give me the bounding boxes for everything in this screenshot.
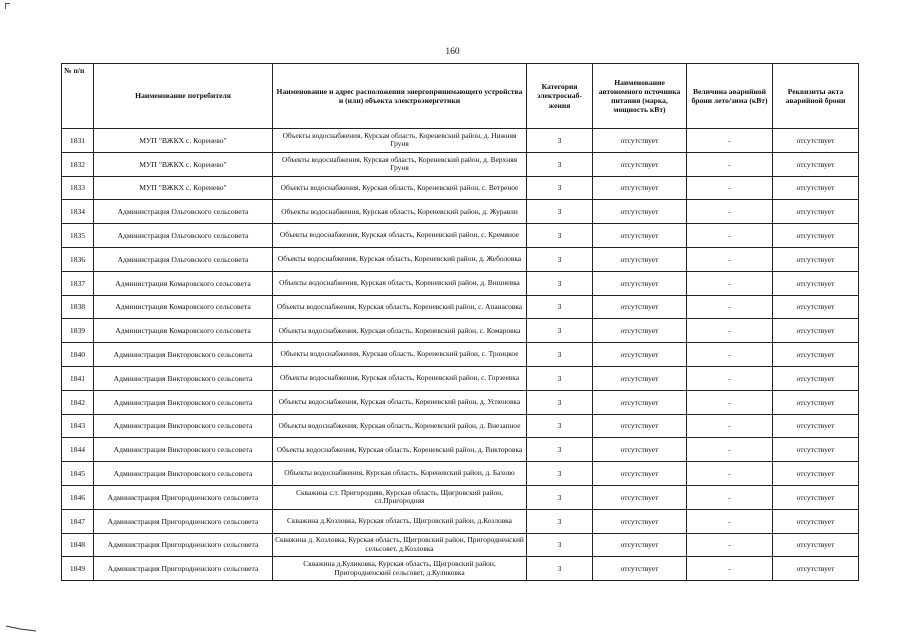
- cell-emergency-reserve: -: [687, 414, 773, 438]
- cell-number: 1831: [62, 129, 94, 153]
- cell-category: 3: [527, 462, 593, 486]
- cell-autonomous-source: отсутствует: [593, 152, 687, 176]
- table-row: [62, 176, 859, 200]
- cell-autonomous-source: отсутствует: [593, 319, 687, 343]
- table-row: [62, 462, 859, 486]
- cell-autonomous-source: отсутствует: [593, 533, 687, 557]
- cell-number: 1837: [62, 271, 94, 295]
- header-emergency-reserve: Величина аварийной брони лето/зима (кВт): [687, 64, 773, 129]
- cell-act-details: отсутствует: [773, 557, 859, 581]
- cell-object: Скважина с.т. Пригородняя, Курская область, Щигровский район, сл.Пригородняя: [273, 485, 527, 509]
- cell-consumer: Администрация Ольговского сельсовета: [94, 224, 273, 248]
- cell-object: Объекты водоснабжения, Курская область, Кореневский район, с. Апанасовка: [273, 295, 527, 319]
- cell-object: Объекты водоснабжения, Курская область, Кореневский район, с. Ветреное: [273, 176, 527, 200]
- cell-act-details: отсутствует: [773, 224, 859, 248]
- cell-consumer: Администрация Викторовского сельсовета: [94, 366, 273, 390]
- cell-consumer: Администрация Викторовского сельсовета: [94, 414, 273, 438]
- cell-consumer: Администрация Викторовского сельсовета: [94, 343, 273, 367]
- cell-act-details: отсутствует: [773, 390, 859, 414]
- cell-autonomous-source: отсутствует: [593, 271, 687, 295]
- cell-consumer: МУП "ВЖКХ с. Коренево": [94, 176, 273, 200]
- cell-category: 3: [527, 295, 593, 319]
- cell-act-details: отсутствует: [773, 271, 859, 295]
- table-header-row: [62, 64, 859, 129]
- table-row: [62, 319, 859, 343]
- table-row: [62, 557, 859, 581]
- cell-act-details: отсутствует: [773, 200, 859, 224]
- cell-object: Объекты водоснабжения, Курская область, Кореневский район, с. Комаровка: [273, 319, 527, 343]
- cell-object: Объекты водоснабжения, Курская область, Кореневский район, с. Кремяное: [273, 224, 527, 248]
- cell-emergency-reserve: -: [687, 462, 773, 486]
- cell-autonomous-source: отсутствует: [593, 247, 687, 271]
- cell-object: Объекты водоснабжения, Курская область, Кореневский район, д. Жеболовка: [273, 247, 527, 271]
- cell-consumer: Администрация Викторовского сельсовета: [94, 390, 273, 414]
- cell-emergency-reserve: -: [687, 295, 773, 319]
- header-number: № п/п: [62, 64, 94, 129]
- cell-category: 3: [527, 390, 593, 414]
- cell-autonomous-source: отсутствует: [593, 509, 687, 533]
- cell-act-details: отсутствует: [773, 533, 859, 557]
- table-body: [62, 129, 859, 581]
- cell-category: 3: [527, 247, 593, 271]
- cell-act-details: отсутствует: [773, 176, 859, 200]
- cell-category: 3: [527, 343, 593, 367]
- cell-object: Объекты водоснабжения, Курская область, Кореневский район, д. Журавли: [273, 200, 527, 224]
- cell-number: 1845: [62, 462, 94, 486]
- cell-autonomous-source: отсутствует: [593, 343, 687, 367]
- cell-emergency-reserve: -: [687, 247, 773, 271]
- cell-emergency-reserve: -: [687, 533, 773, 557]
- cell-act-details: отсутствует: [773, 129, 859, 153]
- cell-consumer: Администрация Ольговского сельсовета: [94, 247, 273, 271]
- cell-autonomous-source: отсутствует: [593, 414, 687, 438]
- cell-object: Объекты водоснабжения, Курская область, Кореневский район, д. Успеновка: [273, 390, 527, 414]
- table-row: [62, 438, 859, 462]
- page-number: 160: [445, 47, 460, 57]
- cell-act-details: отсутствует: [773, 509, 859, 533]
- backup-power-register-table: [61, 63, 859, 581]
- header-consumer: Наименование потребителя: [94, 64, 273, 129]
- cell-category: 3: [527, 414, 593, 438]
- cell-consumer: Администрация Ольговского сельсовета: [94, 200, 273, 224]
- cell-autonomous-source: отсутствует: [593, 176, 687, 200]
- cell-emergency-reserve: -: [687, 509, 773, 533]
- scan-mark-bottom: [6, 625, 36, 633]
- cell-consumer: Администрация Пригородненского сельсовета: [94, 533, 273, 557]
- cell-object: Объекты водоснабжения, Курская область, Кореневский район, с. Троицкое: [273, 343, 527, 367]
- table-row: [62, 295, 859, 319]
- cell-consumer: Администрация Комаровского сельсовета: [94, 319, 273, 343]
- cell-act-details: отсутствует: [773, 366, 859, 390]
- cell-emergency-reserve: -: [687, 343, 773, 367]
- cell-number: 1849: [62, 557, 94, 581]
- table-row: [62, 152, 859, 176]
- cell-number: 1847: [62, 509, 94, 533]
- header-autonomous-source: Наименование автономного источника питания (марка, мощность кВт): [593, 64, 687, 129]
- table-row: [62, 271, 859, 295]
- cell-autonomous-source: отсутствует: [593, 438, 687, 462]
- cell-number: 1838: [62, 295, 94, 319]
- cell-category: 3: [527, 533, 593, 557]
- cell-number: 1844: [62, 438, 94, 462]
- table-row: [62, 343, 859, 367]
- cell-number: 1841: [62, 366, 94, 390]
- cell-emergency-reserve: -: [687, 129, 773, 153]
- cell-autonomous-source: отсутствует: [593, 129, 687, 153]
- cell-emergency-reserve: -: [687, 557, 773, 581]
- cell-act-details: отсутствует: [773, 414, 859, 438]
- cell-act-details: отсутствует: [773, 343, 859, 367]
- cell-consumer: Администрация Пригородненского сельсовета: [94, 485, 273, 509]
- cell-autonomous-source: отсутствует: [593, 462, 687, 486]
- cell-object: Объекты водоснабжения, Курская область, Кореневский район, д. Вишневка: [273, 271, 527, 295]
- cell-autonomous-source: отсутствует: [593, 224, 687, 248]
- header-act-details: Реквизиты акта аварийной брони: [773, 64, 859, 129]
- cell-number: 1839: [62, 319, 94, 343]
- cell-category: 3: [527, 319, 593, 343]
- cell-category: 3: [527, 129, 593, 153]
- cell-consumer: Администрация Викторовского сельсовета: [94, 438, 273, 462]
- header-object: Наименование и адрес расположения энергопринимающего устройства и (или) объекта электроэнергетики: [273, 64, 527, 129]
- cell-object: Скважина д.Куликовка, Курская область, Щигровский район, Пригородненский сельсовет, д.Куликовка: [273, 557, 527, 581]
- table-row: [62, 224, 859, 248]
- table-row: [62, 485, 859, 509]
- cell-emergency-reserve: -: [687, 224, 773, 248]
- cell-object: Объекты водоснабжения, Курская область, Кореневский район, д. Внезапное: [273, 414, 527, 438]
- table-row: [62, 533, 859, 557]
- cell-number: 1834: [62, 200, 94, 224]
- cell-emergency-reserve: -: [687, 438, 773, 462]
- cell-object: Объекты водоснабжения, Курская область, Кореневский район, с. Горзеевка: [273, 366, 527, 390]
- cell-category: 3: [527, 271, 593, 295]
- scan-mark-top: [5, 3, 10, 9]
- table-row: [62, 366, 859, 390]
- table-row: [62, 390, 859, 414]
- cell-category: 3: [527, 152, 593, 176]
- cell-emergency-reserve: -: [687, 271, 773, 295]
- table-row: [62, 414, 859, 438]
- cell-number: 1843: [62, 414, 94, 438]
- cell-number: 1846: [62, 485, 94, 509]
- cell-autonomous-source: отсутствует: [593, 366, 687, 390]
- table-row: [62, 509, 859, 533]
- cell-emergency-reserve: -: [687, 176, 773, 200]
- cell-category: 3: [527, 176, 593, 200]
- cell-autonomous-source: отсутствует: [593, 390, 687, 414]
- cell-emergency-reserve: -: [687, 366, 773, 390]
- cell-consumer: Администрация Викторовского сельсовета: [94, 462, 273, 486]
- cell-act-details: отсутствует: [773, 438, 859, 462]
- cell-category: 3: [527, 366, 593, 390]
- cell-number: 1840: [62, 343, 94, 367]
- cell-emergency-reserve: -: [687, 319, 773, 343]
- cell-act-details: отсутствует: [773, 295, 859, 319]
- cell-object: Скважина д. Козловка, Курская область, Щигровский район, Пригородненский сельсовет, д.Козловка: [273, 533, 527, 557]
- cell-emergency-reserve: -: [687, 390, 773, 414]
- cell-act-details: отсутствует: [773, 247, 859, 271]
- table-row: [62, 247, 859, 271]
- cell-object: Объекты водоснабжения, Курская область, Кореневский район, д. Нижняя Груня: [273, 129, 527, 153]
- cell-act-details: отсутствует: [773, 485, 859, 509]
- cell-object: Объекты водоснабжения, Курская область, Кореневский район, д. Бахово: [273, 462, 527, 486]
- cell-number: 1835: [62, 224, 94, 248]
- cell-category: 3: [527, 509, 593, 533]
- cell-category: 3: [527, 557, 593, 581]
- table-row: [62, 200, 859, 224]
- cell-category: 3: [527, 438, 593, 462]
- cell-object: Объекты водоснабжения, Курская область, Кореневский район, д. Викторовка: [273, 438, 527, 462]
- cell-number: 1832: [62, 152, 94, 176]
- cell-autonomous-source: отсутствует: [593, 295, 687, 319]
- cell-number: 1836: [62, 247, 94, 271]
- cell-consumer: Администрация Пригородненского сельсовета: [94, 509, 273, 533]
- cell-category: 3: [527, 224, 593, 248]
- cell-category: 3: [527, 485, 593, 509]
- cell-category: 3: [527, 200, 593, 224]
- cell-consumer: МУП "ВЖКХ с. Коренево": [94, 129, 273, 153]
- cell-emergency-reserve: -: [687, 485, 773, 509]
- cell-act-details: отсутствует: [773, 462, 859, 486]
- cell-autonomous-source: отсутствует: [593, 200, 687, 224]
- cell-act-details: отсутствует: [773, 152, 859, 176]
- cell-autonomous-source: отсутствует: [593, 557, 687, 581]
- cell-number: 1848: [62, 533, 94, 557]
- cell-number: 1833: [62, 176, 94, 200]
- cell-consumer: Администрация Комаровского сельсовета: [94, 271, 273, 295]
- cell-consumer: Администрация Комаровского сельсовета: [94, 295, 273, 319]
- cell-consumer: Администрация Пригородненского сельсовета: [94, 557, 273, 581]
- cell-number: 1842: [62, 390, 94, 414]
- cell-object: Скважина д.Козловка, Курская область, Щигровский район, д.Козловка: [273, 509, 527, 533]
- header-category: Категория электроснаб-жения: [527, 64, 593, 129]
- cell-consumer: МУП "ВЖКХ с. Коренево": [94, 152, 273, 176]
- cell-act-details: отсутствует: [773, 319, 859, 343]
- cell-object: Объекты водоснабжения, Курская область, Кореневский район, д. Верхняя Груня: [273, 152, 527, 176]
- cell-autonomous-source: отсутствует: [593, 485, 687, 509]
- cell-emergency-reserve: -: [687, 200, 773, 224]
- table-row: [62, 129, 859, 153]
- cell-emergency-reserve: -: [687, 152, 773, 176]
